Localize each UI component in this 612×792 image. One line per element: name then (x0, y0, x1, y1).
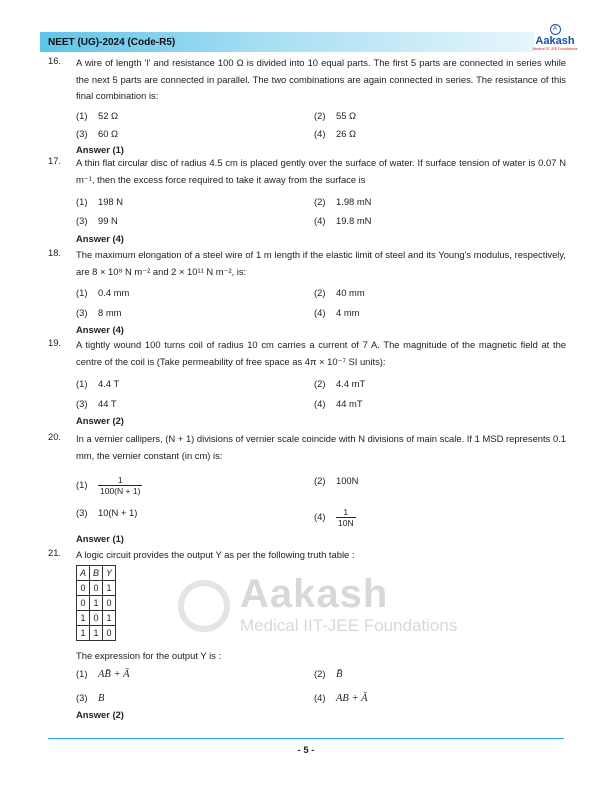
option-number: (2) (314, 475, 326, 486)
option-2[interactable] (314, 196, 371, 207)
option-number: (2) (314, 287, 326, 298)
option-number: (4) (314, 510, 326, 522)
truth-table (76, 565, 116, 641)
option-2[interactable] (314, 287, 365, 298)
question-text: A wire of length 'l' and resistance 100 Ω is divided into 10 equal parts. The first 5 parts are connected in series while the next 5 parts are connected in parallel. The two combinations are again connected in series. The resistance of this final combination is: (76, 57, 566, 101)
question-18 (48, 247, 566, 335)
option-number: (4) (314, 692, 326, 703)
option-3[interactable] (76, 307, 121, 318)
option-number: (4) (314, 398, 326, 409)
answer-label: Answer (4) (76, 233, 124, 244)
header-title: NEET (UG)-2024 (Code-R5) (48, 37, 176, 48)
option-4[interactable] (314, 692, 368, 704)
logo-name: Aakash (535, 35, 575, 47)
option-3[interactable] (76, 507, 137, 518)
truth-table-cell: B (90, 566, 103, 581)
question-number: 17. (48, 155, 62, 166)
answer-label: Answer (2) (76, 415, 124, 426)
option-1[interactable] (76, 475, 142, 496)
option-text: 4 mm (336, 307, 360, 318)
option-2[interactable] (314, 378, 365, 389)
truth-table-cell: 0 (90, 581, 103, 596)
truth-table-cell: 1 (90, 626, 103, 641)
question-text: A thin flat circular disc of radius 4.5 cm is placed gently over the surface of water. If surface tension of water is 0.07 N m⁻¹, then the excess force required to take it away from the surface is (76, 157, 566, 185)
question-number: 18. (48, 247, 62, 258)
option-expression: B (98, 693, 105, 704)
truth-table-row (77, 626, 116, 641)
option-4[interactable] (314, 307, 359, 318)
fraction-denominator: 10N (338, 518, 354, 528)
question-19 (48, 337, 566, 426)
question-number: 20. (48, 431, 62, 442)
question-text: A tightly wound 100 turns coil of radius 10 cm carries a current of 7 A. The magnitude of the magnetic field at the centre of the coil is (Take permeability of free space as 4π × 10⁻⁷ SI units): (76, 339, 566, 367)
truth-table-row (77, 596, 116, 611)
watermark-logo-icon (178, 580, 230, 632)
option-3[interactable] (76, 128, 118, 139)
answer-label: Answer (1) (76, 144, 124, 155)
option-3[interactable] (76, 398, 117, 409)
answer-label: Answer (4) (76, 324, 124, 335)
option-text: 44 T (98, 398, 117, 409)
option-3[interactable] (76, 215, 118, 226)
option-number: (4) (314, 128, 326, 139)
option-text: 10(N + 1) (98, 507, 138, 518)
option-text: 4.4 T (98, 378, 120, 389)
watermark-name: Aakash (240, 572, 389, 616)
option-text: 26 Ω (336, 128, 357, 139)
option-2[interactable] (314, 110, 356, 121)
option-text: 60 Ω (98, 128, 119, 139)
option-text: 4.4 mT (336, 378, 366, 389)
option-text: 1.98 mN (336, 196, 372, 207)
question-text: A logic circuit provides the output Y as per the following truth table : (76, 549, 355, 560)
question-20 (48, 431, 566, 544)
question-number: 16. (48, 55, 62, 66)
option-number: (2) (314, 196, 326, 207)
truth-table-cell: 0 (103, 626, 116, 641)
truth-table-cell: 0 (90, 611, 103, 626)
option-number: (1) (76, 378, 88, 389)
option-text: 99 N (98, 215, 118, 226)
option-number: (4) (314, 307, 326, 318)
answer-label: Answer (2) (76, 709, 124, 720)
option-number: (3) (76, 398, 88, 409)
question-subtext: The expression for the output Y is : (76, 650, 222, 661)
watermark (240, 572, 457, 636)
answer-label: Answer (1) (76, 533, 124, 544)
option-number: (4) (314, 215, 326, 226)
truth-table-row (77, 566, 116, 581)
logo-tagline: Medical IIT-JEE Foundations (532, 47, 578, 51)
option-number: (3) (76, 307, 88, 318)
option-number: (3) (76, 128, 88, 139)
option-4[interactable] (314, 507, 356, 528)
truth-table-row (77, 581, 116, 596)
fraction-denominator: 100(N + 1) (100, 486, 141, 496)
option-number: (1) (76, 478, 88, 490)
option-number: (3) (76, 507, 88, 518)
fraction-numerator: 1 (343, 507, 349, 517)
option-2[interactable] (314, 668, 342, 680)
footer-divider (48, 738, 564, 739)
truth-table-cell: 0 (77, 581, 90, 596)
option-2[interactable] (314, 475, 358, 486)
truth-table-cell: 1 (103, 581, 116, 596)
option-number: (3) (76, 215, 88, 226)
truth-table-cell: 1 (77, 611, 90, 626)
option-number: (1) (76, 668, 88, 679)
aakash-logo (530, 24, 580, 51)
option-4[interactable] (314, 128, 356, 139)
option-number: (1) (76, 287, 88, 298)
option-fraction (98, 475, 142, 496)
option-number: (2) (314, 110, 326, 121)
question-number: 21. (48, 547, 62, 558)
option-1[interactable] (76, 196, 123, 207)
option-expression: AB + Ā (336, 693, 368, 704)
truth-table-cell: 0 (103, 596, 116, 611)
truth-table-cell: 1 (103, 611, 116, 626)
truth-table-cell: 1 (77, 626, 90, 641)
watermark-tag: Medical IIT-JEE Foundations (240, 616, 458, 635)
question-text: The maximum elongation of a steel wire of 1 m length if the elastic limit of steel and its Young's modulus, respectively, are 8 × 10⁸ N m⁻² and 2 × 10¹¹ N m⁻², is: (76, 249, 566, 277)
truth-table-cell: A (77, 566, 90, 581)
question-number: 19. (48, 337, 62, 348)
option-number: (2) (314, 378, 326, 389)
option-fraction (336, 507, 356, 528)
option-text: 40 mm (336, 287, 365, 298)
option-1[interactable] (76, 287, 129, 298)
question-17 (48, 155, 566, 244)
option-text: 0.4 mm (98, 287, 130, 298)
option-text: 198 N (98, 196, 124, 207)
option-text: 44 mT (336, 398, 363, 409)
option-expression: B̄ (336, 669, 343, 680)
option-number: (2) (314, 668, 326, 679)
option-1[interactable] (76, 668, 130, 680)
option-1[interactable] (76, 110, 118, 121)
truth-table-row (77, 611, 116, 626)
option-text: 8 mm (98, 307, 122, 318)
option-number: (1) (76, 110, 88, 121)
question-16 (48, 55, 566, 155)
option-4[interactable] (314, 215, 371, 226)
option-expression: AB̄ + Ā (98, 669, 130, 680)
logo-icon: A (550, 24, 561, 35)
option-number: (1) (76, 196, 88, 207)
option-3[interactable] (76, 692, 104, 704)
truth-table-cell: 0 (77, 596, 90, 611)
truth-table-cell: Y (103, 566, 116, 581)
option-number: (3) (76, 692, 88, 703)
option-1[interactable] (76, 378, 119, 389)
option-text: 52 Ω (98, 110, 119, 121)
option-text: 55 Ω (336, 110, 357, 121)
question-text: In a vernier callipers, (N + 1) divisions of vernier scale coincide with N divisions of main scale. If 1 MSD represents 0.1 mm, the vernier constant (in cm) is: (76, 433, 566, 461)
option-text: 100N (336, 475, 359, 486)
option-text: 19.8 mN (336, 215, 372, 226)
option-4[interactable] (314, 398, 363, 409)
truth-table-cell: 1 (90, 596, 103, 611)
fraction-numerator: 1 (117, 475, 123, 485)
page-number: - 5 - (297, 745, 315, 756)
